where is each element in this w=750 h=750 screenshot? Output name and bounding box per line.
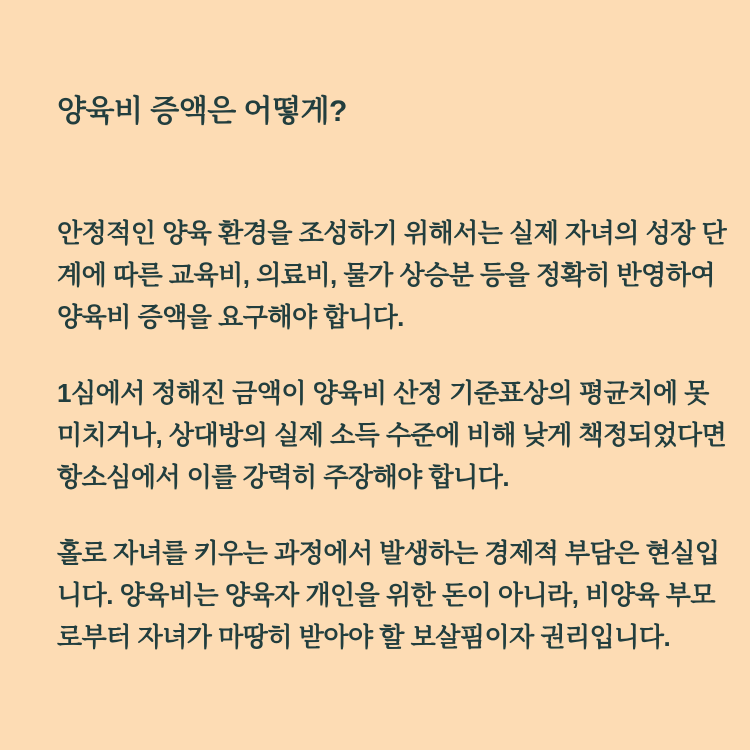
paragraph-line: 1심에서 정해진 금액이 양육비 산정 기준표상의 평균치에 못 xyxy=(57,378,709,408)
paragraph-1 xyxy=(57,212,727,338)
paragraph-line: 양육비 증액을 요구해야 합니다. xyxy=(57,302,404,332)
paragraph-line: 계에 따른 교육비, 의료비, 물가 상승분 등을 정확히 반영하여 xyxy=(57,260,716,290)
paragraph-2 xyxy=(57,372,727,498)
paragraph-line: 홀로 자녀를 키우는 과정에서 발생하는 경제적 부담은 현실입 xyxy=(57,538,720,568)
paragraph-3 xyxy=(57,532,720,658)
paragraph-line: 로부터 자녀가 마땅히 받아야 할 보살핌이자 권리입니다. xyxy=(57,622,671,652)
paragraph-line: 안정적인 양육 환경을 조성하기 위해서는 실제 자녀의 성장 단 xyxy=(57,218,727,248)
paragraph-line: 미치거나, 상대방의 실제 소득 수준에 비해 낮게 책정되었다면 xyxy=(57,420,727,450)
paragraph-line: 니다. 양육비는 양육자 개인을 위한 돈이 아니라, 비양육 부모 xyxy=(57,580,716,610)
page-title: 양육비 증액은 어떻게? xyxy=(57,95,347,128)
paragraph-line: 항소심에서 이를 강력히 주장해야 합니다. xyxy=(57,462,510,492)
